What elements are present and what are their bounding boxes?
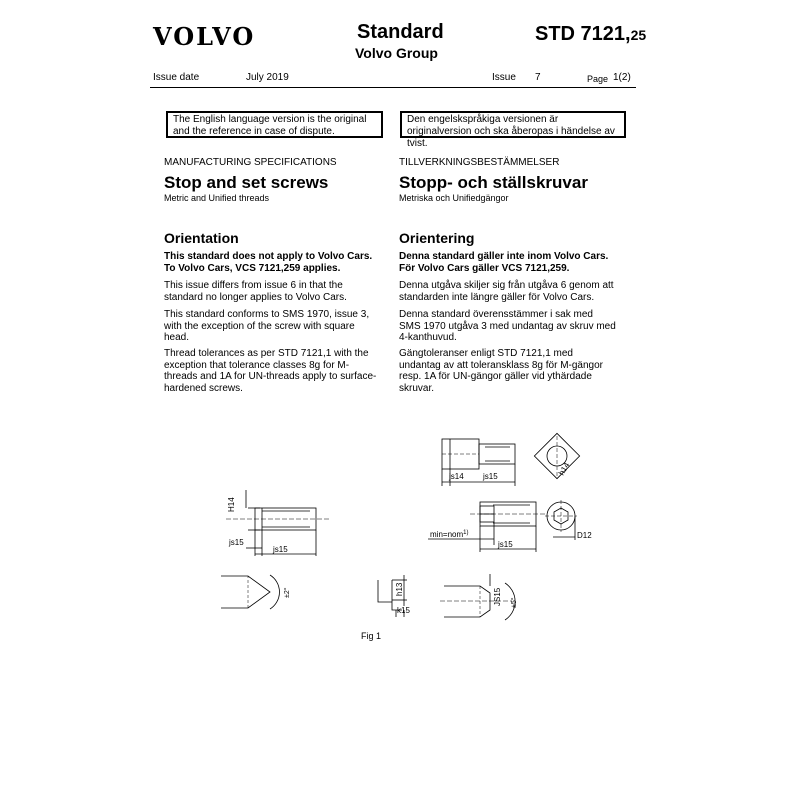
label-js15-small: js15 — [229, 538, 244, 547]
swedish-para-4: Gängtoleranser enligt STD 7121,1 med undantag av att toleransklass 8g för M-gängor resp. 1A för UN-gängor gäller vid ythärdade skruvar. — [399, 348, 604, 394]
doc-type-title: Standard — [357, 21, 444, 43]
label-h14-left: H14 — [227, 497, 236, 512]
label-js15-vert: JS15 — [493, 587, 502, 606]
issue-date-value: July 2019 — [246, 72, 289, 83]
english-para-1: This standard does not apply to Volvo Cars. To Volvo Cars, VCS 7121,259 applies. — [164, 251, 373, 274]
swedish-category: TILLVERKNINGSBESTÄMMELSER — [399, 157, 560, 168]
swedish-notice: Den engelskspråkiga versionen är originalversion och ska åberopas i händelse av tvist. — [407, 114, 615, 149]
label-js15-mid: js15 — [498, 540, 513, 549]
swedish-section-heading: Orientering — [399, 230, 475, 246]
label-min-nom-footnote: 1) — [463, 530, 469, 536]
swedish-para-3: Denna standard överensstämmer i sak med SMS 1970 utgåva 3 med undantag av skruv med 4-kanthuvud. — [399, 309, 616, 343]
standard-number-main: STD 7121, — [535, 23, 631, 45]
english-section-heading: Orientation — [164, 230, 239, 246]
page-value: 1(2) — [613, 72, 631, 83]
english-para-2: This issue differs from issue 6 in that the standard no longer applies to Volvo Cars. — [164, 280, 347, 303]
english-notice: The English language version is the original and the reference in case of dispute. — [173, 114, 367, 137]
doc-type-subtitle: Volvo Group — [355, 45, 438, 61]
swedish-title: Stopp- och ställskruvar — [399, 173, 588, 192]
english-title: Stop and set screws — [164, 173, 329, 192]
label-min-nom-text: min=nom — [430, 530, 464, 539]
swedish-para-1: Denna standard gäller inte inom Volvo Cars. För Volvo Cars gäller VCS 7121,259. — [399, 251, 609, 274]
figure-caption: Fig 1 — [361, 631, 382, 641]
label-h14-square: h14 — [556, 460, 572, 477]
english-category: MANUFACTURING SPECIFICATIONS — [164, 157, 337, 168]
label-h13: h13 — [395, 582, 404, 596]
label-min-nom — [430, 530, 468, 539]
english-subtitle: Metric and Unified threads — [164, 193, 270, 203]
swedish-para-2: Denna utgåva skiljer sig från utgåva 6 genom att standarden inte längre gäller för Volvo Cars. — [399, 280, 614, 303]
label-js15-top: js15 — [483, 472, 498, 481]
issue-date-label: Issue date — [153, 72, 200, 83]
issue-value: 7 — [535, 72, 541, 83]
label-js15-long: js15 — [273, 545, 288, 554]
standard-number-suffix: 25 — [630, 27, 647, 43]
english-para-3: This standard conforms to SMS 1970, issue 3, with the exception of the screw with square head. — [164, 309, 370, 343]
label-k15: k15 — [397, 606, 410, 615]
label-pm2: ±2° — [284, 587, 291, 598]
label-js14-top: js14 — [449, 472, 464, 481]
page-label: Page — [587, 74, 609, 84]
label-pm5: ±5° — [511, 597, 518, 608]
issue-label: Issue — [492, 72, 516, 83]
english-para-4: Thread tolerances as per STD 7121,1 with the exception that tolerance classes 8g for M-threads and 1A for UN-threads apply to surface-hardened screws. — [164, 348, 377, 394]
label-d12: D12 — [577, 531, 592, 540]
swedish-subtitle: Metriska och Unifiedgängor — [399, 193, 509, 203]
volvo-logo: VOLVO — [153, 22, 256, 51]
